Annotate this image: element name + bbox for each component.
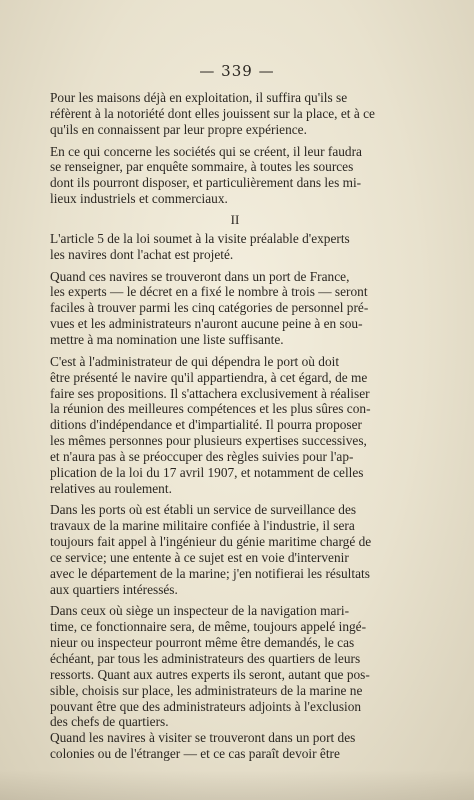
body-text [50, 90, 420, 762]
text-line: En ce qui concerne les sociétés qui se créent, il leur faudra [50, 143, 362, 159]
text-line: Quand ces navires se trouveront dans un port de France, [50, 268, 350, 284]
text-line: colonies ou de l'étranger — et ce cas paraît devoir être [50, 746, 340, 762]
text-line: la réunion des meilleures compétences et les plus sûres con- [50, 401, 371, 417]
text-line: vues et les administrateurs n'auront aucune peine à en sou- [50, 316, 363, 332]
section-heading: II [230, 211, 240, 227]
text-line: lieux industriels et commerciaux. [50, 191, 228, 207]
paragraph [50, 90, 420, 138]
paragraph [50, 231, 420, 263]
text-line: ditions d'indépendance et d'impartialité. Il pourra proposer [50, 417, 362, 433]
text-line: les navires dont l'achat est projeté. [50, 246, 234, 262]
text-line: avec le département de la marine; j'en notifierai les résultats [50, 565, 370, 581]
paragraph [50, 502, 420, 597]
text-line: ressorts. Quant aux autres experts ils seront, autant que pos- [50, 666, 370, 682]
text-line: échéant, par tous les administrateurs des quartiers de leurs [50, 651, 361, 666]
paragraph [50, 144, 420, 207]
text-line: des chefs de quartiers. [50, 714, 169, 730]
text-line: pouvant être que des administrateurs adjoints à l'exclusion [50, 698, 362, 714]
paragraph [50, 354, 420, 497]
text-line: qu'ils en connaissent par leur propre expérience. [50, 121, 307, 137]
text-line: dont ils pourront disposer, et particulièrement dans les mi- [50, 175, 362, 191]
text-line: Dans les ports où est établi un service de surveillance des [50, 502, 357, 518]
paragraph [50, 269, 420, 348]
text-line: aux quartiers intéressés. [50, 581, 178, 597]
paragraph [50, 603, 420, 730]
text-line: les experts — le décret en a fixé le nombre à trois — seront [50, 284, 368, 300]
page-number: — 339 — [199, 62, 275, 80]
text-line: réfèrent à la notoriété dont elles jouissent sur la place, et à ce [50, 105, 375, 121]
text-line: ce service; une entente à ce sujet est en voie d'intervenir [50, 549, 349, 565]
text-line: mettre à ma nomination une liste suffisante. [50, 331, 284, 347]
text-line: time, ce fonctionnaire sera, de même, toujours appelé ingé- [50, 619, 367, 635]
text-line: travaux de la marine militaire confiée à l'industrie, il sera [50, 518, 355, 534]
text-line: plication de la loi du 17 avril 1907, et notamment de celles [50, 464, 364, 480]
paragraph [50, 730, 420, 762]
text-line: Pour les maisons déjà en exploitation, il suffira qu'ils se [50, 90, 348, 105]
text-line: toujours fait appel à l'ingénieur du génie maritime chargé de [50, 534, 372, 550]
text-line: se renseigner, par enquête sommaire, à toutes les sources [50, 159, 354, 175]
text-line: nieur ou inspecteur pourront même être demandés, le cas [50, 635, 355, 651]
text-line: faciles à trouver parmi les cinq catégories de personnel pré- [50, 300, 369, 316]
text-line: et n'aura pas à se préoccuper des règles suivies pour l'ap- [50, 448, 354, 464]
text-line: Dans ceux où siège un inspecteur de la navigation mari- [50, 603, 350, 619]
text-line: être présenté le navire qu'il appartiendra, à cet égard, de me [50, 369, 368, 385]
text-line: les mêmes personnes pour plusieurs expertises successives, [50, 433, 367, 449]
text-line: faire ses propositions. Il s'attachera exclusivement à réaliser [50, 385, 370, 401]
text-line: sible, choisis sur place, les administrateurs de la marine ne [50, 682, 363, 698]
page-edge-shadow [0, 770, 474, 800]
text-line: L'article 5 de la loi soumet à la visite préalable d'experts [50, 230, 350, 246]
text-line: C'est à l'administrateur de qui dépendra le port où doit [50, 353, 340, 369]
text-line: Quand les navires à visiter se trouveront dans un port des [50, 730, 356, 746]
text-line: relatives au roulement. [50, 480, 172, 496]
